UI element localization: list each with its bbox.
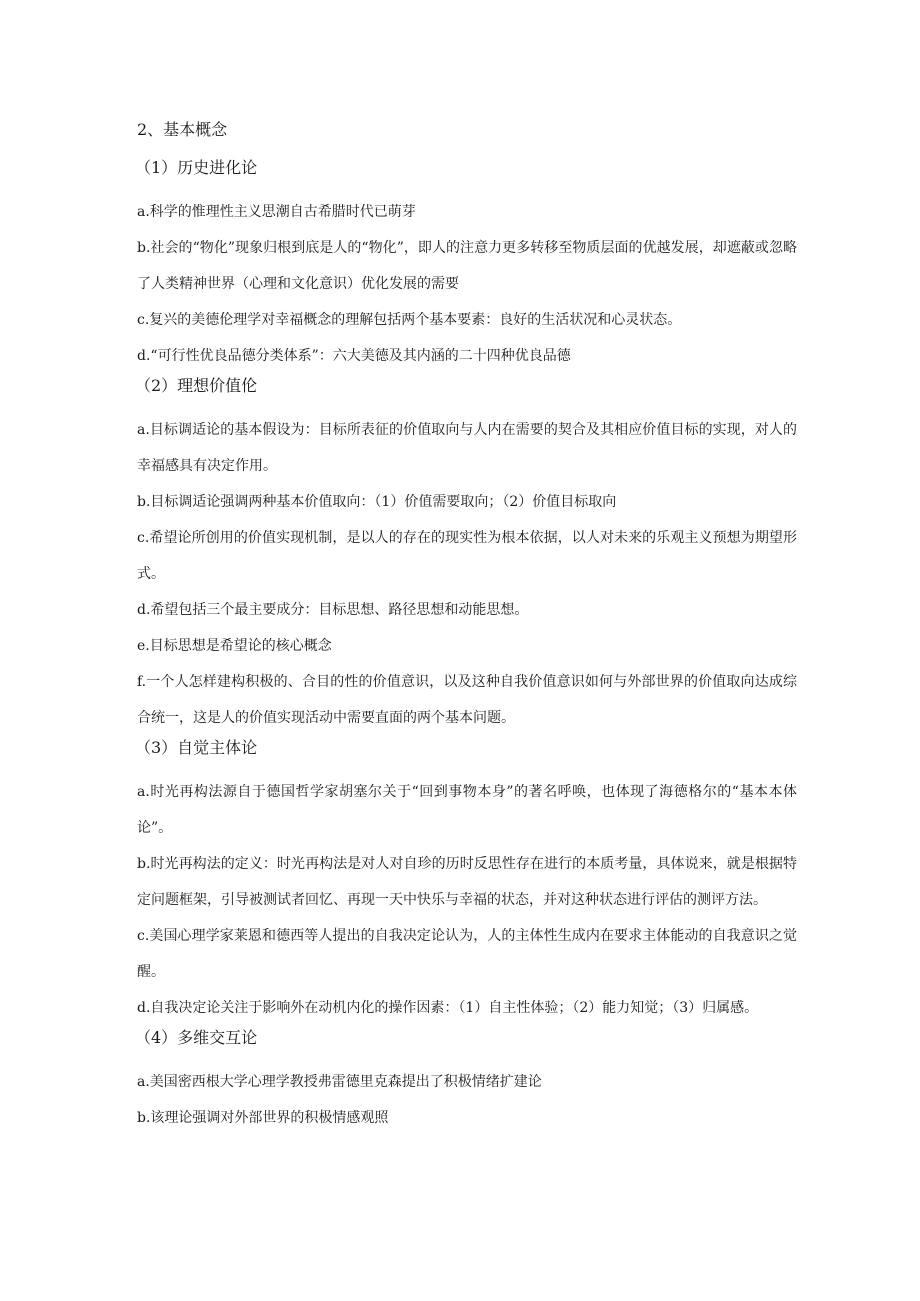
paragraph: a.时光再构法源自于德国哲学家胡塞尔关于“回到事物本身”的著名呼唤，也体现了海德格尔的“基本本体论”。 — [137, 784, 797, 836]
paragraph: d.希望包括三个最主要成分：目标思想、路径思想和动能思想。 — [137, 602, 529, 618]
section-interaction — [137, 1028, 797, 1136]
paragraph: b.时光再构法的定义：时光再构法是对人对自珍的历时反思性存在进行的本质考量，具体说来，就是根据特定问题框架，引导被测试者回忆、再现一天中快乐与幸福的状态，并对这种状态进行评估的测评方法。 — [137, 856, 797, 908]
section-ideal-value — [137, 376, 797, 736]
paragraph: a.美国密西根大学心理学教授弗雷德里克森提出了积极情绪扩建论 — [137, 1074, 542, 1090]
paragraph: f.一个人怎样建构积极的、合目的性的价值意识，以及这种自我价值意识如何与外部世界的价值取向达成综合统一，这是人的价值实现活动中需要直面的两个基本问题。 — [137, 674, 797, 726]
paragraph: c.复兴的美德伦理学对幸福概念的理解包括两个基本要素：良好的生活状况和心灵状态。 — [137, 312, 682, 328]
paragraph: a.科学的惟理性主义思潮自古希腊时代已萌芽 — [137, 204, 416, 220]
paragraph: c.美国心理学家莱恩和德西等人提出的自我决定论认为，人的主体性生成内在要求主体能动的自我意识之觉醒。 — [137, 928, 797, 980]
paragraph: d.“可行性优良品德分类体系”：六大美德及其内涵的二十四种优良品德 — [137, 348, 571, 364]
paragraph: b.目标调适论强调两种基本价值取向：（1）价值需要取向；（2）价值目标取向 — [137, 494, 617, 510]
section-subject — [137, 738, 797, 1026]
section-history — [137, 158, 797, 374]
paragraph: d.自我决定论关注于影响外在动机内化的操作因素：（1）自主性体验；（2）能力知觉；（3）归属感。 — [137, 1000, 759, 1016]
subsection-heading: （4）多维交互论 — [135, 1028, 258, 1047]
subsection-heading: （3）自觉主体论 — [135, 738, 258, 757]
paragraph: c.希望论所创用的价值实现机制，是以人的存在的现实性为根本依据，以人对未来的乐观主义预想为期望形式。 — [137, 530, 797, 582]
paragraph: b.该理论强调对外部世界的积极情感观照 — [137, 1110, 389, 1126]
subsection-heading: （1）历史进化论 — [135, 158, 258, 177]
document-body — [137, 120, 797, 1136]
subsection-heading: （2）理想价值伦 — [135, 376, 258, 395]
paragraph: e.目标思想是希望论的核心概念 — [137, 638, 332, 654]
paragraph: b.社会的“物化”现象归根到底是人的“物化”，即人的注意力更多转移至物质层面的优越发展，却遮蔽或忽略了人类精神世界（心理和文化意识）优化发展的需要 — [137, 240, 797, 292]
section-title: 2、基本概念 — [137, 120, 228, 139]
paragraph: a.目标调适论的基本假设为：目标所表征的价值取向与人内在需要的契合及其相应价值目标的实现，对人的幸福感具有决定作用。 — [137, 422, 797, 474]
